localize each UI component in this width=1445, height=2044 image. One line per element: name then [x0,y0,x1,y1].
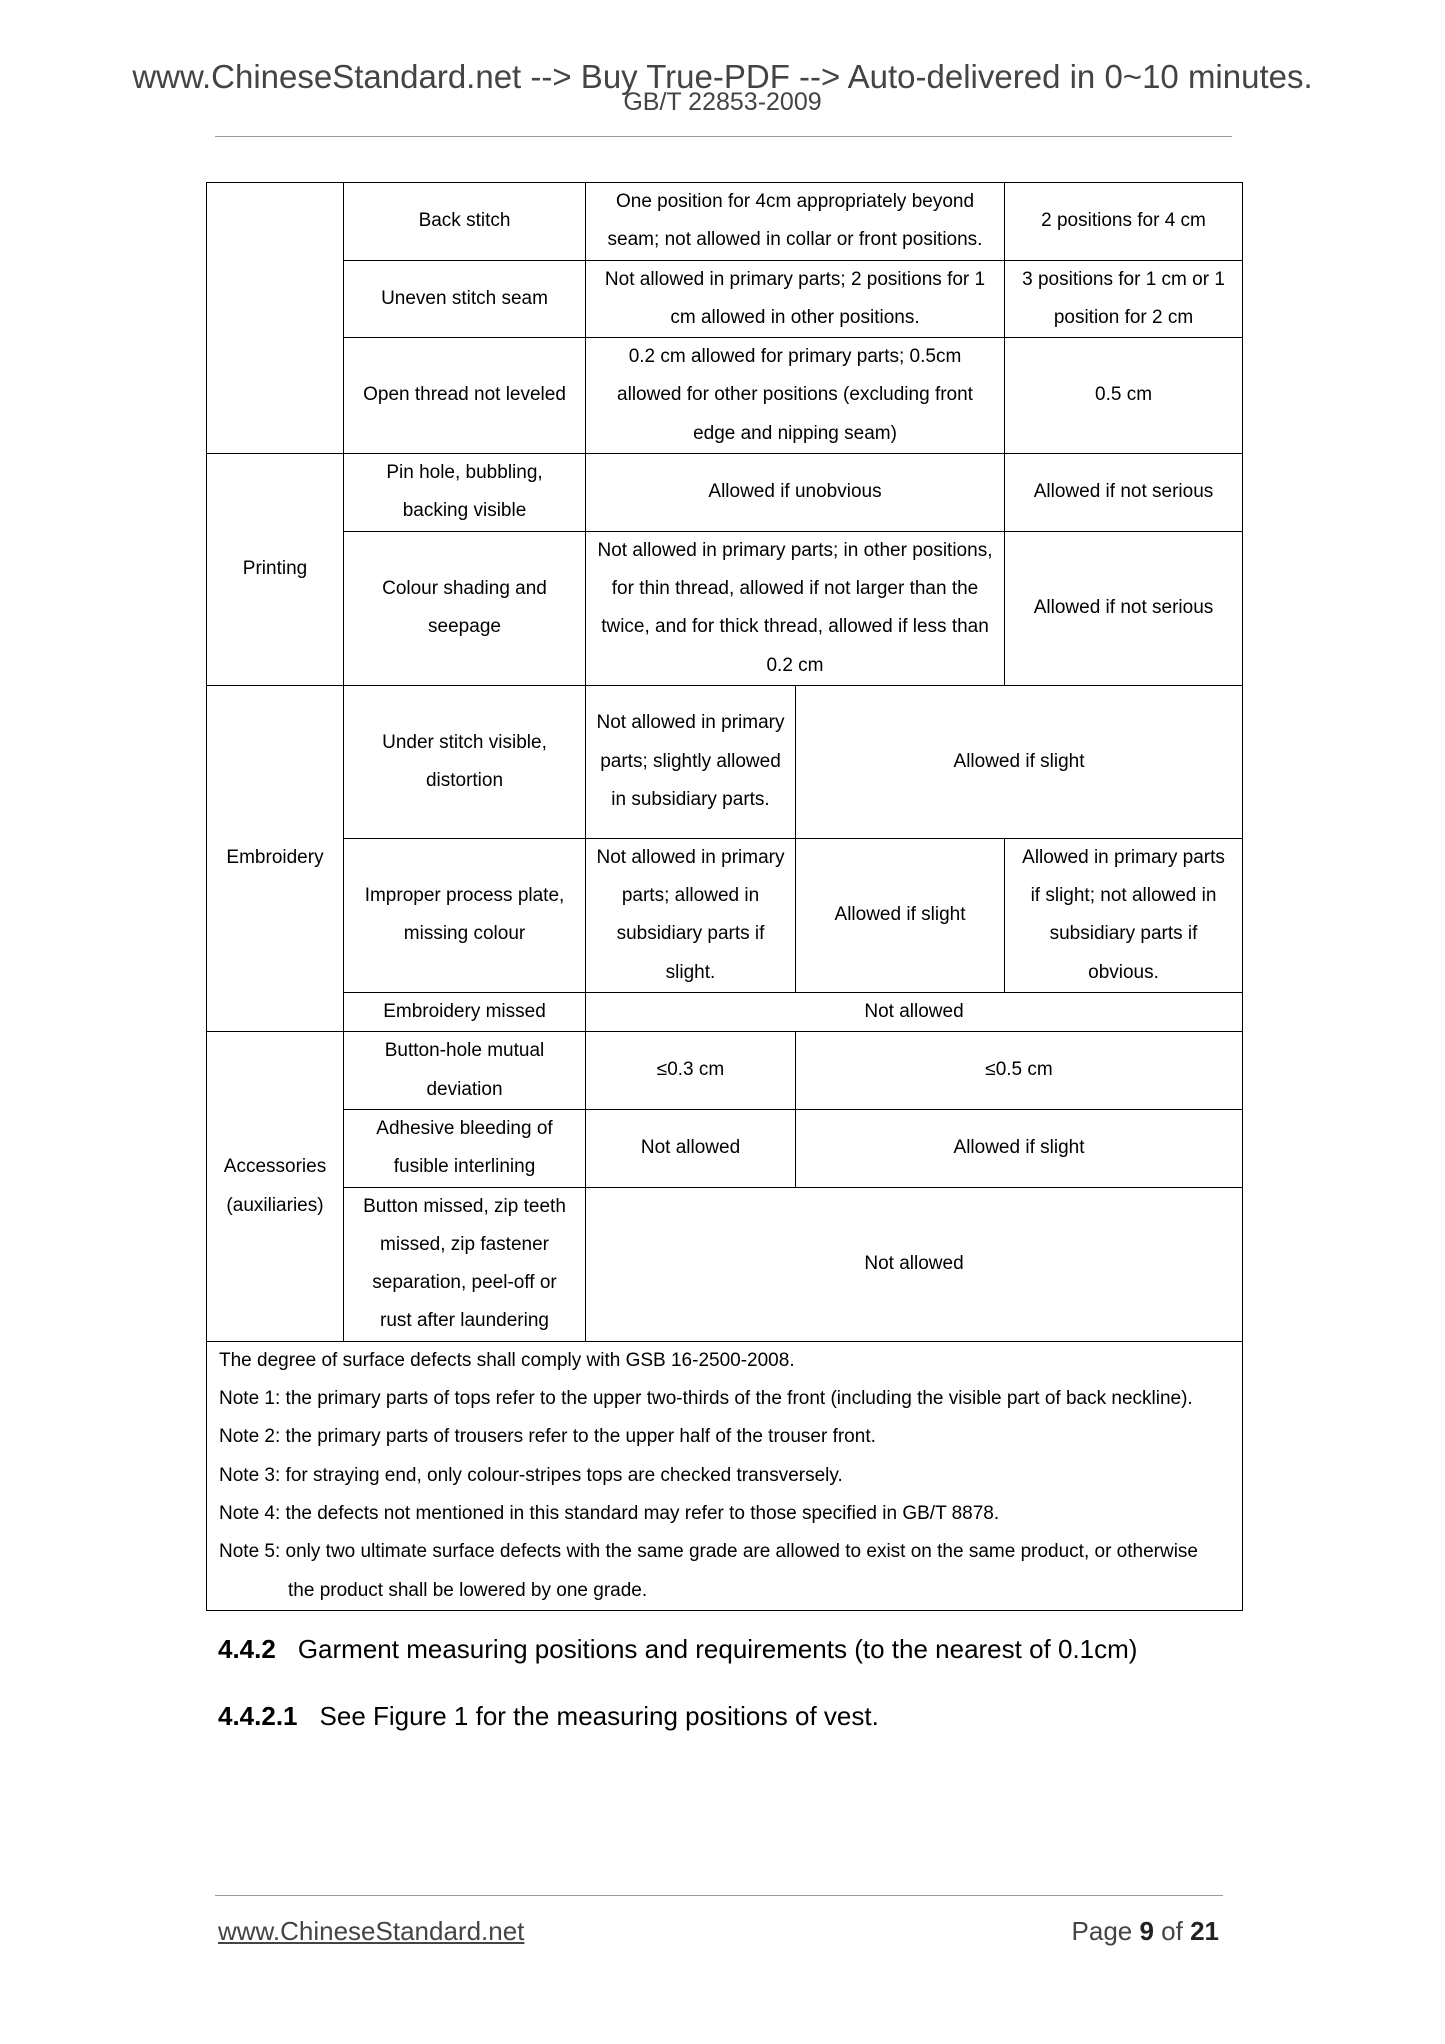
requirement-cell: Not allowed in primary parts; 2 positions for 1 cm allowed in other positions. [586,260,1005,338]
requirement-cell: 0.2 cm allowed for primary parts; 0.5cm allowed for other positions (excluding front edge and nipping seam) [586,338,1005,454]
requirement-cell: 2 positions for 4 cm [1005,183,1243,261]
requirement-cell: Allowed if not serious [1005,531,1243,685]
page-current: 9 [1139,1916,1154,1946]
note-2: Note 2: the primary parts of trousers refer to the upper half of the trouser front. [219,1426,876,1448]
category-cell: Accessories (auxiliaries) [207,1032,344,1341]
section-number: 4.4.2 [218,1634,276,1664]
page-total: 21 [1190,1916,1219,1946]
defect-item: Back stitch [344,183,586,261]
table-row [207,1187,1243,1341]
requirement-cell: 0.5 cm [1005,338,1243,454]
requirement-cell: One position for 4cm appropriately beyond seam; not allowed in collar or front positions. [586,183,1005,261]
section-title: See Figure 1 for the measuring positions of vest. [319,1701,879,1731]
requirement-cell: Not allowed in primary parts; allowed in subsidiary parts if slight. [586,838,796,992]
requirement-cell: Allowed if slight [796,838,1005,992]
table-row [207,993,1243,1032]
table-row [207,531,1243,685]
requirement-cell: ≤0.3 cm [586,1032,796,1110]
category-cell: Embroidery [207,685,344,1031]
header-divider [215,136,1232,137]
table-notes [207,1341,1243,1610]
footer-divider [215,1895,1223,1896]
requirement-cell: Allowed if slight [796,1109,1243,1187]
defect-item: Open thread not leveled [344,338,586,454]
defect-item: Button missed, zip teeth missed, zip fastener separation, peel-off or rust after laundering [344,1187,586,1341]
table-row [207,454,1243,532]
header-banner: www.ChineseStandard.net --> Buy True-PDF --> Auto-delivered in 0~10 minutes. [132,58,1313,95]
note-1: Note 1: the primary parts of tops refer to the upper two-thirds of the front (including the visible part of back neckline). [219,1388,1193,1410]
category-cell: Printing [207,454,344,686]
requirement-cell: Not allowed [586,1109,796,1187]
section-4-4-2-1 [218,1701,879,1732]
standard-code: GB/T 22853-2009 [623,88,822,116]
defect-item: Uneven stitch seam [344,260,586,338]
requirement-cell: ≤0.5 cm [796,1032,1243,1110]
requirement-cell: Not allowed [586,993,1243,1032]
requirement-cell: Allowed if unobvious [586,454,1005,532]
table-row [207,1032,1243,1110]
requirement-cell: Not allowed in primary parts; in other positions, for thin thread, allowed if not larger than the twice, and for thick thread, allowed if less than 0.2 cm [586,531,1005,685]
defects-table [206,182,1243,1611]
note-5: Note 5: only two ultimate surface defects with the same grade are allowed to exist on the same product, or otherwise [219,1541,1199,1563]
notes-intro: The degree of surface defects shall comply with GSB 16-2500-2008. [219,1349,795,1371]
table-row [207,685,1243,838]
requirement-cell: Allowed if slight [796,685,1243,838]
requirement-cell: 3 positions for 1 cm or 1 position for 2 cm [1005,260,1243,338]
defect-item: Colour shading and seepage [344,531,586,685]
table-row [207,1109,1243,1187]
note-5-continued: the product shall be lowered by one grade. [288,1579,648,1601]
requirement-cell: Allowed if not serious [1005,454,1243,532]
section-title: Garment measuring positions and requirements (to the nearest of 0.1cm) [297,1634,1138,1664]
table-row [207,183,1243,261]
requirement-cell: Not allowed [586,1187,1243,1341]
page-prefix: Page [1071,1916,1140,1946]
category-cell-empty [207,183,344,454]
section-4-4-2 [218,1634,1137,1665]
requirement-cell: Allowed in primary parts if slight; not allowed in subsidiary parts if obvious. [1005,838,1243,992]
defect-item: Pin hole, bubbling, backing visible [344,454,586,532]
requirement-cell: Not allowed in primary parts; slightly allowed in subsidiary parts. [586,685,796,838]
defect-item: Under stitch visible, distortion [344,685,586,838]
table-row [207,260,1243,338]
defect-item: Button-hole mutual deviation [344,1032,586,1110]
page-indicator [1072,1916,1219,1947]
table-row [207,338,1243,454]
section-number: 4.4.2.1 [218,1701,298,1731]
table-row [207,838,1243,992]
defect-item: Embroidery missed [344,993,586,1032]
table-row [207,1341,1243,1610]
footer-site-link[interactable]: www.ChineseStandard.net [218,1916,525,1946]
defect-item: Adhesive bleeding of fusible interlining [344,1109,586,1187]
note-3: Note 3: for straying end, only colour-stripes tops are checked transversely. [219,1464,843,1486]
note-4: Note 4: the defects not mentioned in this standard may refer to those specified in GB/T 8878. [219,1502,1000,1524]
page-of: of [1153,1916,1191,1946]
defect-item: Improper process plate, missing colour [344,838,586,992]
